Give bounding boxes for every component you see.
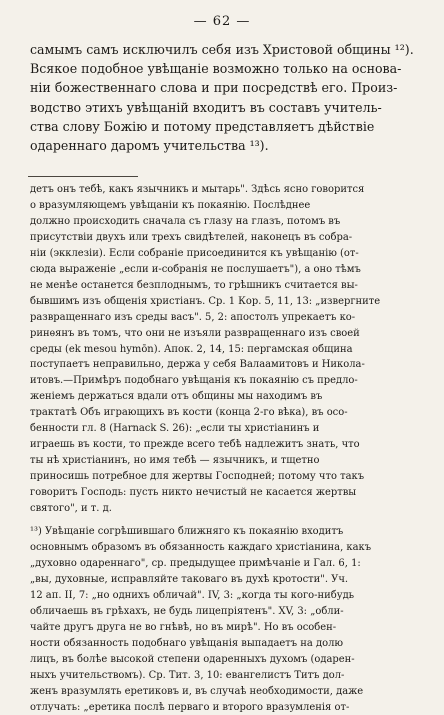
footnote-line: женіемъ держаться вдали отъ общины мы находимъ въ	[30, 389, 428, 405]
footnote-line: бывшимъ изъ общенія христіанъ. Ср. 1 Кор. 5, 11, 13: „извергните	[30, 294, 428, 310]
footnote-line: обличаешь въ грѣхахъ, не будь лицепріятенъ". XV, 3: „обли-	[30, 604, 428, 620]
footnote-line: присутствіи двухъ или трехъ свидѣтелей, наконецъ въ собра-	[30, 230, 428, 246]
main-paragraph	[30, 40, 428, 155]
footnote-line: не менѣе останется безплоднымъ, то грѣшникъ считается вы-	[30, 278, 428, 294]
footnote-line: ныхъ учительствомъ). Ср. Тит. 3, 10: евангелистъ Титъ дол-	[30, 668, 428, 684]
footnotes	[30, 182, 428, 715]
main-line: Всякое подобное увѣщаніе возможно только на основа-	[30, 59, 428, 78]
footnote-line: женъ вразумлять еретиковъ и, въ случаѣ необходимости, даже	[30, 684, 428, 700]
footnote-line: итовъ.—Примѣръ подобнаго увѣщанія къ покаянію съ предло-	[30, 373, 428, 389]
footnote-line: отлучать: „еретика послѣ перваго и второго вразумленія от-	[30, 700, 428, 715]
main-line: самымъ самъ исключилъ себя изъ Христовой общины ¹²).	[30, 40, 428, 59]
footnote-line: о вразумляющемъ увѣщаніи къ покаянію. Послѣднее	[30, 198, 428, 214]
footnote-line: ніи (экклезіи). Если собраніе присоединится къ увѣщанію (от-	[30, 246, 428, 262]
footnote-line: развращеннаго изъ среды васъ". 5, 2: апостолъ упрекаетъ ко-	[30, 310, 428, 326]
footnote-line: говоритъ Господь: пусть никто нечистый не касается жертвы	[30, 485, 428, 501]
main-line: ніи божественнаго слова и при посредствѣ его. Произ-	[30, 78, 428, 97]
footnote-line: ности обязанность подобнаго увѣщанія выпадаетъ на долю	[30, 636, 428, 652]
footnote-line: „вы, духовные, исправляйте таковаго въ духѣ кротости". Уч.	[30, 572, 428, 588]
footnote-line: святого", и т. д.	[30, 501, 428, 517]
footnote-13	[30, 524, 428, 715]
footnote-line: чайте другъ друга не во гнѣвѣ, но въ мирѣ". Но въ особен-	[30, 620, 428, 636]
footnote-line: 12 ап. II, 7: „но однихъ обличай". IV, 3: „когда ты кого-нибудь	[30, 588, 428, 604]
main-line: ства слову Божію и потому представляетъ дѣйствіе	[30, 117, 428, 136]
main-line: водство этихъ увѣщаній входитъ въ составъ учитель-	[30, 98, 428, 117]
footnote-line: бенности гл. 8 (Harnack S. 26): „если ты христіанинъ и	[30, 421, 428, 437]
footnote-line: ринѳянъ въ томъ, что они не изъяли развращеннаго изъ своей	[30, 326, 428, 342]
footnote-12-continuation	[30, 182, 428, 517]
footnote-line: сюда выраженіе „если и-собранія не послушаетъ"), а оно тѣмъ	[30, 262, 428, 278]
main-line: одареннаго даромъ учительства ¹³).	[30, 136, 428, 155]
footnote-line: приносишь потребное для жертвы Господней; потому что такъ	[30, 469, 428, 485]
footnote-line: должно происходить сначала съ глазу на глазъ, потомъ въ	[30, 214, 428, 230]
footnote-line: „духовно одареннаго", ср. предыдущее примѣчаніе и Гал. 6, 1:	[30, 556, 428, 572]
footnote-gap	[30, 517, 428, 524]
footnote-line: ты нѣ христіанинъ, но имя тебѣ — язычникъ, и тщетно	[30, 453, 428, 469]
footnote-line: лицъ, въ болѣе высокой степени одаренныхъ духомъ (одарен-	[30, 652, 428, 668]
footnote-line: ¹³) Увѣщаніе согрѣшившаго ближняго къ покаянію входитъ	[30, 524, 428, 540]
footnote-line: трактатѣ Объ играющихъ въ кости (конца 2-го вѣка), въ осо-	[30, 405, 428, 421]
footnote-line: поступаетъ неправильно, держа у себя Валаамитовъ и Никола-	[30, 357, 428, 373]
page-number: — 62 —	[0, 14, 444, 29]
footnote-line: играешь въ кости, то прежде всего тебѣ надлежитъ знать, что	[30, 437, 428, 453]
footnote-line: основнымъ образомъ въ обязанность каждаго христіанина, какъ	[30, 540, 428, 556]
footnote-line: детъ онъ тебѣ, какъ язычникъ и мытарь". Здѣсь ясно говорится	[30, 182, 428, 198]
footnote-separator	[28, 176, 138, 177]
footnote-line: среды (ek mesou hymōn). Апок. 2, 14, 15: пергамская община	[30, 342, 428, 358]
